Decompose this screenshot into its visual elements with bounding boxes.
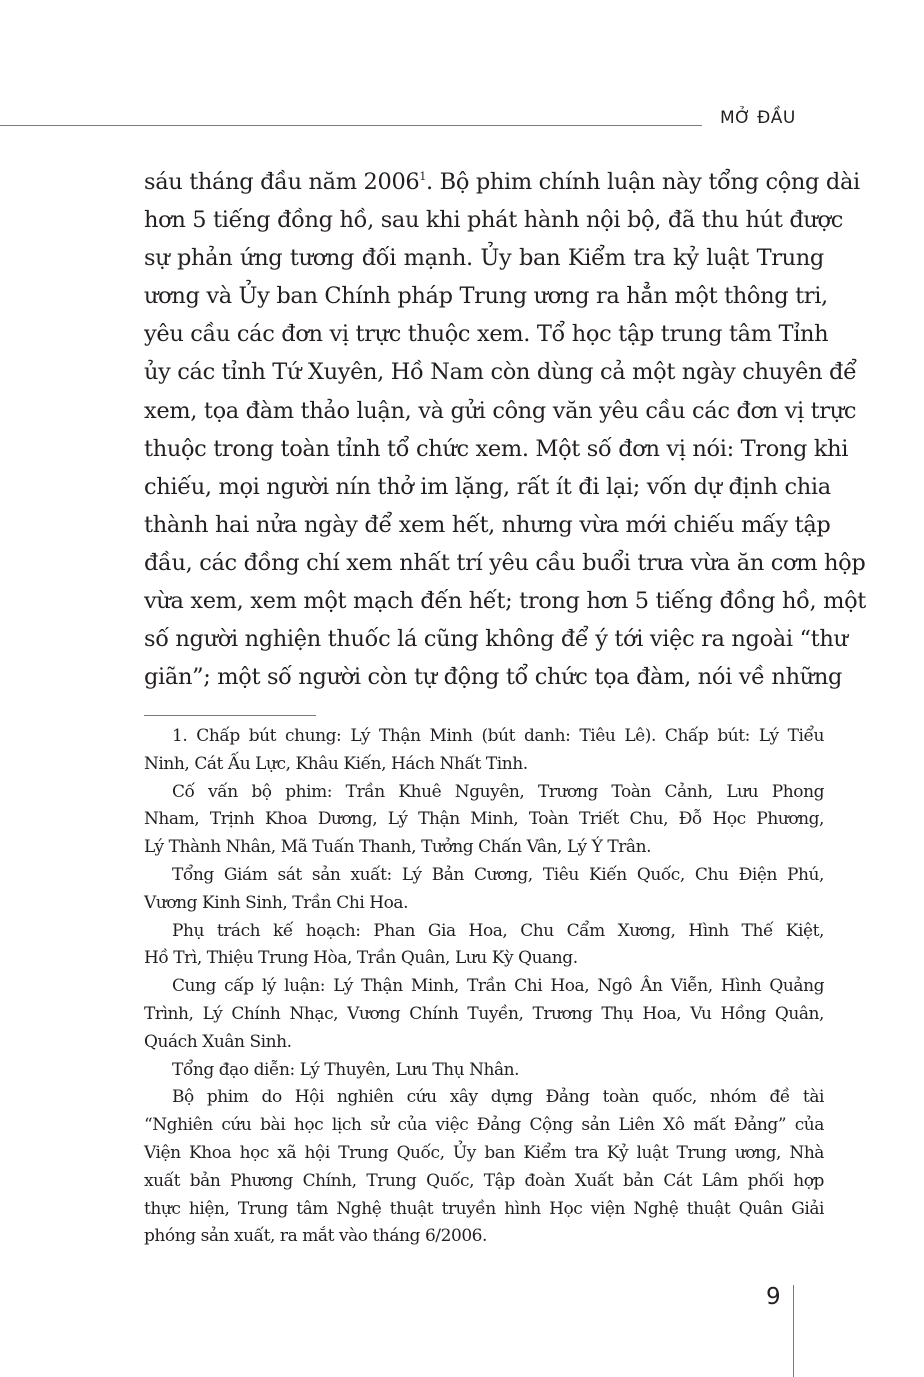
header-rule [0, 125, 702, 126]
body-line: ủy các tỉnh Tứ Xuyên, Hồ Nam còn dùng cả một ngày chuyên để [144, 359, 857, 386]
footnote-line: Cung cấp lý luận: Lý Thận Minh, Trần Chi Hoa, Ngô Ân Viễn, Hình Quảng [172, 976, 824, 997]
body-text [144, 163, 866, 696]
footnote-line: Phụ trách kế hoạch: Phan Gia Hoa, Chu Cẩm Xương, Hình Thế Kiệt, [172, 920, 824, 941]
body-line: chiếu, mọi người nín thở im lặng, rất ít đi lại; vốn dự định chia [144, 473, 831, 500]
body-line: số người nghiện thuốc lá cũng không để ý tới việc ra ngoài “thư [144, 626, 848, 653]
body-line: xem, tọa đàm thảo luận, và gửi công văn yêu cầu các đơn vị trực [144, 397, 857, 424]
footnote-line: Bộ phim do Hội nghiên cứu xây dựng Đảng toàn quốc, nhóm đề tài [172, 1087, 824, 1108]
footnote-line: Viện Khoa học xã hội Trung Quốc, Ủy ban Kiểm tra Kỷ luật Trung ương, Nhà [144, 1142, 824, 1163]
footnote-line: Lý Thành Nhân, Mã Tuấn Thanh, Tưởng Chấn Vân, Lý Ý Trân. [144, 837, 652, 858]
footnote-line: thực hiện, Trung tâm Nghệ thuật truyền hình Học viện Nghệ thuật Quân Giải [144, 1198, 824, 1219]
body-line: hơn 5 tiếng đồng hồ, sau khi phát hành nội bộ, đã thu hút được [144, 207, 843, 234]
body-line: thuộc trong toàn tỉnh tổ chức xem. Một số đơn vị nói: Trong khi [144, 435, 849, 462]
footnote-line: 1. Chấp bút chung: Lý Thận Minh (bút danh: Tiêu Lê). Chấp bút: Lý Tiểu [172, 726, 824, 746]
footnote-line: Vương Kinh Sinh, Trần Chi Hoa. [144, 892, 409, 913]
footnote-line: Tổng đạo diễn: Lý Thuyên, Lưu Thụ Nhân. [172, 1059, 520, 1080]
body-line: thành hai nửa ngày để xem hết, nhưng vừa mới chiếu mấy tập [144, 511, 831, 538]
footnote-line: Tổng Giám sát sản xuất: Lý Bản Cương, Tiêu Kiến Quốc, Chu Điện Phú, [172, 864, 824, 885]
footnote-line: Trình, Lý Chính Nhạc, Vương Chính Tuyền, Trương Thụ Hoa, Vu Hồng Quân, [144, 1003, 824, 1024]
body-line: ương và Ủy ban Chính pháp Trung ương ra hẳn một thông tri, [144, 283, 828, 310]
footnote-line: Quách Xuân Sinh. [144, 1031, 292, 1052]
footnote-ref[interactable]: 1 [419, 170, 427, 183]
body-line: vừa xem, xem một mạch đến hết; trong hơn 5 tiếng đồng hồ, một [144, 588, 866, 615]
footnote-line: phóng sản xuất, ra mắt vào tháng 6/2006. [144, 1226, 488, 1247]
footnote-line: Hồ Trì, Thiệu Trung Hòa, Trần Quân, Lưu Kỳ Quang. [144, 948, 578, 969]
body-line: yêu cầu các đơn vị trực thuộc xem. Tổ học tập trung tâm Tỉnh [144, 321, 829, 348]
footnote-line: Nham, Trịnh Khoa Dương, Lý Thận Minh, Toàn Triết Chu, Đỗ Học Phương, [144, 809, 824, 830]
body-line-text: sáu tháng đầu năm 2006 [144, 169, 420, 195]
footnote-line: Cố vấn bộ phim: Trần Khuê Nguyên, Trương Toàn Cảnh, Lưu Phong [172, 781, 824, 802]
body-line [144, 163, 860, 201]
footnote-line: Ninh, Cát Ấu Lực, Khâu Kiến, Hách Nhất Tinh. [144, 753, 528, 774]
running-head: MỞ ĐẦU [720, 108, 796, 128]
footnote-separator [144, 715, 316, 716]
body-line: giãn”; một số người còn tự động tổ chức tọa đàm, nói về những [144, 664, 843, 691]
footnotes [144, 723, 824, 1251]
page-number: 9 [766, 1284, 781, 1310]
page-number-rule [793, 1285, 794, 1377]
body-line-text: . Bộ phim chính luận này tổng cộng dài [426, 169, 860, 195]
footnote-line: “Nghiên cứu bài học lịch sử của việc Đảng Cộng sản Liên Xô mất Đảng” của [144, 1115, 824, 1136]
body-line: sự phản ứng tương đối mạnh. Ủy ban Kiểm tra kỷ luật Trung [144, 245, 824, 272]
footnote-line: xuất bản Phương Chính, Trung Quốc, Tập đoàn Xuất bản Cát Lâm phối hợp [144, 1170, 824, 1191]
body-line: đầu, các đồng chí xem nhất trí yêu cầu buổi trưa vừa ăn cơm hộp [144, 549, 866, 576]
